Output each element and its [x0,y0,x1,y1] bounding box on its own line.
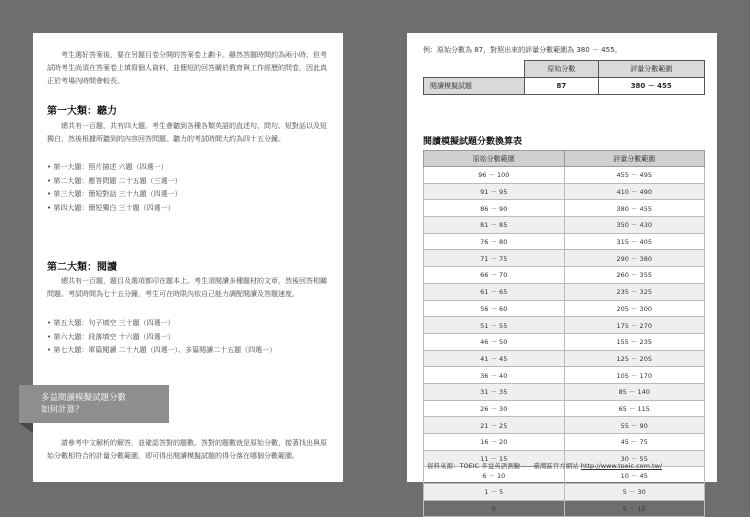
listening-description: 總共有一百題，共有四大題。考生會聽到各種各類英語的直述句、問句、短對話以及短獨白，然後根據所聽到的內容回答問題。聽力的考試時間大約為四十五分鐘。 [47,122,327,143]
raw-range-cell: 81 － 85 [424,217,565,234]
conversion-title: 閱讀模擬試題分數換算表 [423,137,523,147]
score-range-cell: 455 － 495 [564,167,705,184]
list-item: • 第七大題：單篇閱讀 二十九題（四選一）、多篇閱讀二十五題（四選一） [47,346,277,354]
source-line [427,461,662,470]
table-row [424,350,705,367]
raw-range-cell: 51 － 55 [424,317,565,334]
score-range-cell: 175 － 270 [564,317,705,334]
reading-items [47,317,329,358]
score-range-cell: 315 － 405 [564,233,705,250]
raw-range-cell: 46 － 50 [424,333,565,350]
score-range-cell: 10 － 45 [564,467,705,484]
listening-items [47,161,329,215]
example-score-range: 380 － 455 [598,78,705,95]
source-link[interactable]: http://www.toeic.com.tw/ [580,462,663,470]
score-range-cell: 290 － 380 [564,250,705,267]
table-row [424,217,705,234]
list-item: • 第三大題：簡短對話 三十九題（四選一） [47,190,182,198]
raw-range-cell: 36 － 40 [424,367,565,384]
score-range-cell: 65 － 115 [564,400,705,417]
score-range-cell: 5 － 15 [564,500,705,517]
table-row [424,250,705,267]
raw-range-cell: 41 － 45 [424,350,565,367]
list-item: • 第六大題：段落填空 十六題（四選一） [47,332,175,341]
raw-range-cell: 91 － 95 [424,183,565,200]
raw-range-cell: 86 － 90 [424,200,565,217]
table-row [424,233,705,250]
table-row [424,417,705,434]
table-row [424,434,705,451]
score-range-cell: 105 － 170 [564,367,705,384]
intro-paragraph: 考生選好答案後，要在另題目卷分開的答案卷上劃卡。雖然答題時間約為兩小時，但考試時考生尚須在答案卷上填寫個人資料，並簡短的回答關於教育與工作經歷的問卷，因此真正於考場內時間會較長。 [47,51,327,85]
table-row [424,183,705,200]
raw-range-cell: 66 － 70 [424,267,565,284]
score-range-cell: 30 － 55 [564,450,705,467]
score-range-cell: 5 － 30 [564,484,705,501]
raw-range-cell: 56 － 60 [424,300,565,317]
raw-range-cell: 96 － 100 [424,167,565,184]
table-row [424,400,705,417]
table-row [424,267,705,284]
header-score-range: 評量分數範圍 [564,151,705,167]
raw-range-cell: 11 － 15 [424,450,565,467]
table-row [424,283,705,300]
example-line: 例：原始分數為 87，對照出來的評量分數範圍為 380 － 455。 [423,46,622,54]
score-range-cell: 380 － 455 [564,200,705,217]
outro-paragraph: 請參考中文解析的解答，並確認答對的題數。答對的題數就是原始分數，接著找出與原始分數相符合的計量分數範圍，即可得出閱讀模擬試題的得分落在哪個分數範圍。 [47,439,327,460]
list-item: • 第五大題：句子填空 三十題（四選一） [47,319,175,327]
table-row [424,300,705,317]
score-range-cell: 45 － 75 [564,434,705,451]
table-row [424,383,705,400]
score-range-cell: 260 － 355 [564,267,705,284]
list-item: • 第二大題：應答問題 二十五題（三選一） [47,176,182,185]
reading-description: 總共有一百題，題目及選項都印在題本上。考生須閱讀多種題材的文章，然後回答相關問題。考試時間為七十五分鐘，考生可在時限內依自己能力調配閱讀及答題速度。 [47,277,327,298]
score-calc-banner [19,385,169,423]
table-row [424,484,705,501]
table-row [424,167,705,184]
raw-range-cell: 16 － 20 [424,434,565,451]
raw-range-cell: 61 － 65 [424,283,565,300]
raw-range-cell: 1 － 5 [424,484,565,501]
raw-range-cell: 26 － 30 [424,400,565,417]
table-row [424,333,705,350]
raw-range-cell: 76 － 80 [424,233,565,250]
listening-heading: 第一大類：聽力 [47,106,117,117]
raw-range-cell: 0 [424,500,565,517]
score-range-cell: 125 － 205 [564,350,705,367]
score-range-cell: 205 － 300 [564,300,705,317]
list-item: • 第一大題：照片描述 六題（四選一） [47,163,168,171]
banner-fold [19,423,33,433]
score-range-cell: 55 － 90 [564,417,705,434]
row-label: 閱讀模擬試題 [424,78,525,95]
right-page [407,33,717,514]
blank-cell [424,61,525,78]
banner-title-line1: 多益閱讀模擬試題分數 [41,393,127,403]
raw-range-cell: 6 － 10 [424,467,565,484]
reading-heading: 第二大類：閱讀 [47,262,117,273]
header-raw-score: 原始分數 [525,61,598,78]
list-item: • 第四大題：簡短獨白 三十題（四選一） [47,203,175,212]
source-prefix: 資料來源：TOEIC 多益英語測驗——臺灣區官方網站 [427,462,581,470]
example-table [423,60,705,95]
raw-range-cell: 21 － 25 [424,417,565,434]
raw-range-cell: 71 － 75 [424,250,565,267]
table-row [424,500,705,517]
header-score-range: 評量分數範圍 [598,61,705,78]
left-page [33,33,343,482]
score-range-cell: 155 － 235 [564,333,705,350]
table-row [424,367,705,384]
score-range-cell: 410 － 490 [564,183,705,200]
table-row [424,317,705,334]
raw-range-cell: 31 － 35 [424,383,565,400]
header-raw-range: 原始分數範圍 [424,151,565,167]
banner-title-line2: 如何計算？ [41,405,84,415]
score-range-cell: 85 － 140 [564,383,705,400]
table-row [424,200,705,217]
score-range-cell: 350 － 430 [564,217,705,234]
score-range-cell: 235 － 325 [564,283,705,300]
example-raw-score: 87 [525,78,598,95]
